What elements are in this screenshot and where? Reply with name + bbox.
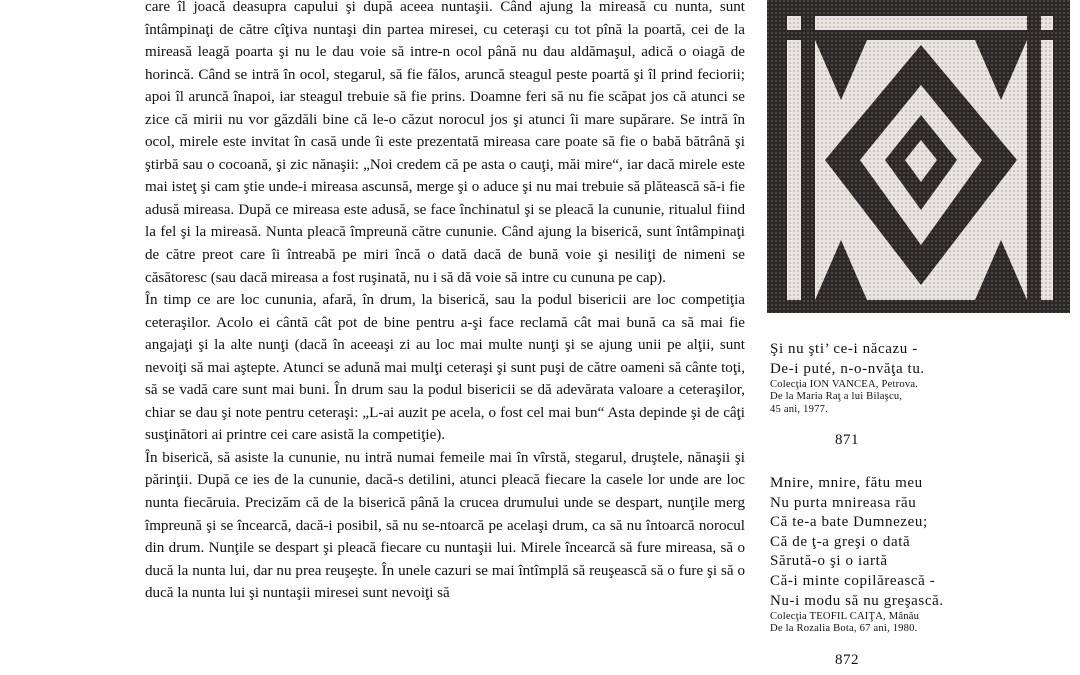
song-870-credit <box>770 379 1070 416</box>
song-number-872: 872 <box>835 652 859 668</box>
credit-line: 45 ani, 1977. <box>770 403 828 415</box>
song-870-verse <box>770 340 1070 379</box>
song-870-ending <box>770 340 1070 416</box>
verse-line: Mnire, mnire, fătu meu <box>770 475 923 491</box>
verse-line: Că de ţ-a greşi o dată <box>770 533 911 550</box>
verse-line: Sărută-o şi o iartă <box>770 553 888 570</box>
woven-textile-pattern-photo <box>767 0 1070 313</box>
song-871-credit <box>770 611 1070 636</box>
verse-line: Că te-a bate Dumnezeu; <box>770 514 928 531</box>
verse-line: Că-i minte copilărească - <box>770 572 936 589</box>
verse-line: Nu purta mnireasa rău <box>770 494 917 511</box>
main-text-column <box>145 0 745 605</box>
song-number-871: 871 <box>835 432 859 448</box>
credit-line: Colecţia ION VANCEA, Petrova. <box>770 379 919 391</box>
verse-line: Şi nu şti’ ce-i năcazu - <box>770 341 918 357</box>
verse-line: Nu-i modu să nu greşască. <box>770 592 944 609</box>
body-paragraph-1: care îl joacă deasupra capului şi după aceea nuntaşii. Când ajung la mireasă cu nunta, sunt întâmpinaţi de către cîţiva nuntaşi din partea miresei, cu ceteraşi cu tot pînă la poartă, cei de la mireasă leagă poarta şi nu le dau voie să intre-n ocol până nu dau aldămaşul, adică o oiagă de horincă. Când se intră în ocol, stegarul, să fie fălos, aruncă steagul peste poartă şi îl prind feciorii; apoi îl aruncă înapoi, iar steagul trebuie să fie prins. Doamne feri să nu fie scăpat jos că atunci se zice că mirii nu vor găzdăli bine că le-o căzut norocul jos şi atunci îi mare supărare. Se intră în ocol, mirele este invitat în casă unde îi este prezentată mireasa care poate să fie o babă bătrână şi ştirbă sau o cocoană, şi zic nănaşii: „Noi credem că pe asta o cauţi, măi mire“, iar dacă mirele este mai isteţ şi cam ştie unde-i mireasa ascunsă, merge şi o aduce şi nu mai trebuie să plătească să-i fie adusă mireasa. După ce mireasa este adusă, se face închinatul şi se pleacă la cununie, ritualul fiind la fel şi la mireasă. Nunta pleacă împreună către cununie. Când ajung la biserică, sunt întâmpinaţi de către preot care îi întreabă pe miri încă o dată dacă de bună voie şi nesiliţi de nimeni se căsătoresc (sau dacă mireasa a fost ruşinată, nu i să dă voie să intre cu cununa pe cap). <box>145 0 745 286</box>
song-871 <box>770 474 1070 636</box>
body-paragraph-3: În biserică, să asiste la cununie, nu intră numai femeile mai în vîrstă, stegarul, druştele, nănaşii şi părinţii. După ce ies de la cununie, dacă-s detilini, atunci pleacă fiecare la casele lor unde are loc nunta fiecăruia. Precizăm că de la biserică până la crucea drumului unde se despart, nunţile merg împreună şi se încearcă, dacă-i posibil, să nu se-ntoarcă pe acelaşi drum, ca să nu întoarcă norocul din drum. Nunţile se despart şi pleacă fiecare cu nuntaşii lui. Mirele încearcă să fure mireasa, să o ducă la nunta lui, dar nu prea reuşeşte. În unele cazuri se mai întîmplă să reuşească să o fure şi să o ducă la nunta lui şi nuntaşii miresei sunt nevoiţi să <box>145 449 745 602</box>
verse-line: De-i puté, n-o-nvăţa tu. <box>770 360 925 377</box>
credit-line: Colecţia TEOFIL CAIŢA, Mânău <box>770 611 920 623</box>
credit-line: De la Rozalia Bota, 67 ani, 1980. <box>770 623 918 635</box>
credit-line: De la Maria Raţ a lui Bilaşcu, <box>770 391 903 403</box>
body-paragraph-2: În timp ce are loc cununia, afară, în drum, la biserică, sau la podul bisericii are loc competiţia ceteraşilor. Acolo ei cântă cât pot de bine pentru a-şi face reclamă cât mai bună ca să mai fie angajaţi şi la alte nunţi (dacă în aceeaşi zi au loc mai multe nunţi şi se ajung unii pe alţii, sunt nevoiţi să mai aştepte. Atunci se adună mai mulţi ceteraşi şi sunt puşi de către oameni să cânte toţi, să se vadă care sunt mai buni. În drum sau la podul bisericii se dă adevărata valoare a ceteraşilor, chiar se dau şi note pentru ceteraşi: „L-ai auzit pe acela, o fost cel mai bun“ Asta depinde şi de câţi susţinători ai printre cei care asistă la competiţie). <box>145 292 745 444</box>
song-871-verse <box>770 474 1070 611</box>
